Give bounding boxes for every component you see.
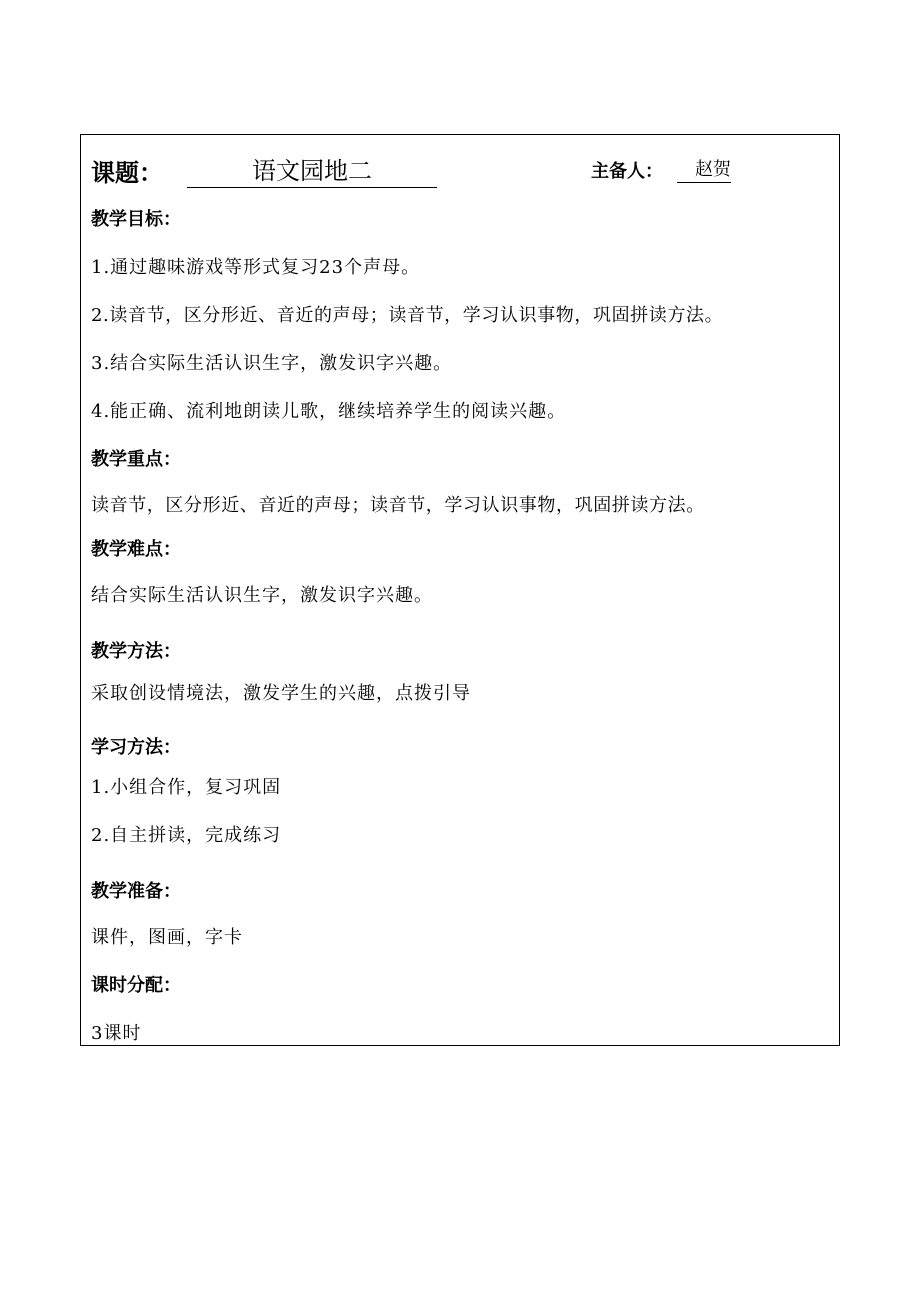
objective-item: 2.读音节，区分形近、音近的声母；读音节，学习认识事物，巩固拼读方法。 [91,305,724,326]
preparation-label: 教学准备： [91,881,181,902]
preparation-text: 课件，图画，字卡 [91,927,243,948]
difficulties-label: 教学难点： [91,539,181,560]
objective-item: 4.能正确、流利地朗读儿歌，继续培养学生的阅读兴趣。 [91,401,567,422]
difficulties-text: 结合实际生活认识生字，激发识字兴趣。 [91,585,433,606]
lesson-plan-box [80,134,840,1046]
learning-methods-label: 学习方法： [91,737,181,758]
objective-item: 3.结合实际生活认识生字，激发识字兴趣。 [91,353,453,374]
schedule-text: 3课时 [91,1023,142,1044]
learning-method-item: 1.小组合作，复习巩固 [91,777,282,798]
title-label: 课题： [91,159,163,187]
teaching-methods-text: 采取创设情境法，激发学生的兴趣，点拨引导 [91,683,471,704]
teaching-methods-label: 教学方法： [91,641,181,662]
objectives-label: 教学目标： [91,209,181,230]
title-value: 语文园地二 [187,151,437,188]
schedule-label: 课时分配： [91,975,181,996]
objective-item: 1.通过趣味游戏等形式复习23个声母。 [91,257,421,278]
learning-method-item: 2.自主拼读，完成练习 [91,825,282,846]
key-points-label: 教学重点： [91,449,181,470]
author-value: 赵贺 [677,155,731,183]
key-points-text: 读音节，区分形近、音近的声母；读音节，学习认识事物，巩固拼读方法。 [91,495,705,516]
author-label: 主备人： [591,161,663,182]
